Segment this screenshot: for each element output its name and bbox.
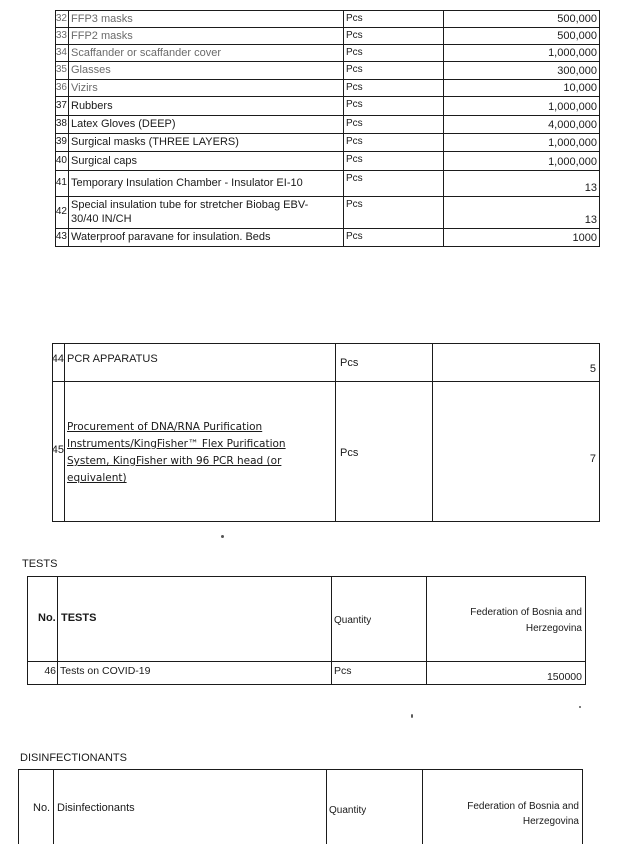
table-line <box>52 521 600 522</box>
quantity: 500,000 <box>557 13 597 25</box>
table-line <box>52 343 600 344</box>
row-number: 43 <box>55 231 67 242</box>
table-line <box>599 343 600 522</box>
unit: Pcs <box>346 30 363 41</box>
unit: Pcs <box>346 47 363 58</box>
unit: Pcs <box>346 99 363 110</box>
table-line <box>64 343 65 522</box>
unit: Pcs <box>346 136 363 147</box>
row-number: 36 <box>55 82 67 93</box>
table-line <box>68 10 69 246</box>
row-number: 44 <box>51 353 64 365</box>
item-name: FFP2 masks <box>71 30 133 42</box>
table-line <box>27 684 586 685</box>
table-line <box>53 769 54 844</box>
header-federation: Herzegovina <box>525 623 582 634</box>
header-quantity: Quantity <box>329 805 367 816</box>
table-line <box>585 576 586 685</box>
item-name: Tests on COVID-19 <box>60 665 151 677</box>
quantity: 1,000,000 <box>548 156 597 168</box>
table-line <box>343 10 344 246</box>
table-line <box>52 381 600 382</box>
header-federation: Herzegovina <box>522 816 579 827</box>
header-tests: TESTS <box>61 612 97 624</box>
quantity: 1,000,000 <box>548 47 597 59</box>
unit: Pcs <box>346 118 363 129</box>
item-name-line: Special insulation tube for stretcher Biobag EBV- <box>71 199 309 211</box>
scan-speck <box>579 706 581 708</box>
header-disinfectionants: Disinfectionants <box>57 802 135 814</box>
section-title-tests: TESTS <box>22 558 58 570</box>
table-line <box>335 343 336 522</box>
table-line <box>55 228 600 229</box>
table-line <box>57 576 58 685</box>
table-line <box>426 576 427 685</box>
table-line <box>18 769 19 844</box>
table-line <box>55 61 600 62</box>
table-line <box>326 769 327 844</box>
item-name: Scaffander or scaffander cover <box>71 47 222 59</box>
table-line <box>55 196 600 197</box>
item-name-line: equivalent) <box>67 472 127 484</box>
header-federation: Federation of Bosnia and <box>470 607 582 618</box>
item-name: Rubbers <box>71 100 113 112</box>
table-line <box>432 343 433 522</box>
unit: Pcs <box>346 173 363 184</box>
quantity: 300,000 <box>557 65 597 77</box>
table-line <box>422 769 423 844</box>
item-name: PCR APPARATUS <box>67 353 158 365</box>
item-name-line: 30/40 IN/CH <box>71 213 132 225</box>
row-number: 42 <box>55 206 67 217</box>
table-line <box>599 10 600 246</box>
table-line <box>55 246 600 247</box>
table-line <box>52 343 53 522</box>
item-name: Temporary Insulation Chamber - Insulator EI-10 <box>71 177 303 189</box>
item-name-line: Procurement of DNA/RNA Purification <box>67 421 263 433</box>
scan-speck <box>221 535 224 538</box>
item-name: Surgical caps <box>71 155 138 167</box>
unit: Pcs <box>346 82 363 93</box>
row-number: 35 <box>55 64 67 75</box>
quantity: 1,000,000 <box>548 101 597 113</box>
quantity: 150000 <box>546 671 582 683</box>
item-name: FFP3 masks <box>71 13 133 25</box>
unit: Pcs <box>334 665 352 677</box>
quantity: 4,000,000 <box>548 119 597 131</box>
row-number: 33 <box>55 30 67 41</box>
row-number: 34 <box>55 47 67 58</box>
item-name: Glasses <box>71 64 111 76</box>
header-no: No. <box>33 802 51 814</box>
unit: Pcs <box>340 357 359 369</box>
row-number: 40 <box>55 155 67 166</box>
unit: Pcs <box>340 447 359 459</box>
quantity: 1000 <box>572 232 597 244</box>
row-number: 45 <box>51 444 64 456</box>
quantity: 13 <box>584 214 597 226</box>
table-line <box>27 661 586 662</box>
row-number: 37 <box>55 100 67 111</box>
table-line <box>582 769 583 844</box>
table-line <box>18 769 583 770</box>
unit: Pcs <box>346 13 363 24</box>
quantity: 500,000 <box>557 30 597 42</box>
row-number: 41 <box>55 177 67 188</box>
row-number: 32 <box>55 13 67 24</box>
unit: Pcs <box>346 199 363 210</box>
quantity: 10,000 <box>563 82 597 94</box>
unit: Pcs <box>346 231 363 242</box>
header-no: No. <box>38 612 56 624</box>
header-federation: Federation of Bosnia and <box>467 801 579 812</box>
scan-speck <box>411 714 413 718</box>
item-name: Latex Gloves (DEEP) <box>71 118 176 130</box>
table-line <box>55 27 600 28</box>
quantity: 5 <box>589 363 596 375</box>
item-name-line: Instruments/KingFisher™ Flex Purification <box>67 438 286 450</box>
row-number: 38 <box>55 118 67 129</box>
item-name: Vizirs <box>71 82 98 94</box>
row-number: 39 <box>55 136 67 147</box>
table-line <box>55 44 600 45</box>
quantity: 1,000,000 <box>548 137 597 149</box>
table-line <box>55 96 600 97</box>
item-name: Surgical masks (THREE LAYERS) <box>71 136 239 148</box>
table-line <box>55 10 600 11</box>
table-line <box>55 151 600 152</box>
item-name: Waterproof paravane for insulation. Beds <box>71 231 271 243</box>
quantity: 7 <box>589 453 596 465</box>
unit: Pcs <box>346 64 363 75</box>
quantity: 13 <box>584 182 597 194</box>
row-number: 46 <box>44 665 56 677</box>
header-quantity: Quantity <box>334 615 372 626</box>
section-title-disinfectionants: DISINFECTIONANTS <box>20 752 127 764</box>
item-name-line: System, KingFisher with 96 PCR head (or <box>67 455 282 467</box>
table-line <box>55 133 600 134</box>
table-line <box>55 115 600 116</box>
table-line <box>55 79 600 80</box>
table-line <box>55 170 600 171</box>
table-line <box>331 576 332 685</box>
unit: Pcs <box>346 154 363 165</box>
table-line <box>27 576 586 577</box>
